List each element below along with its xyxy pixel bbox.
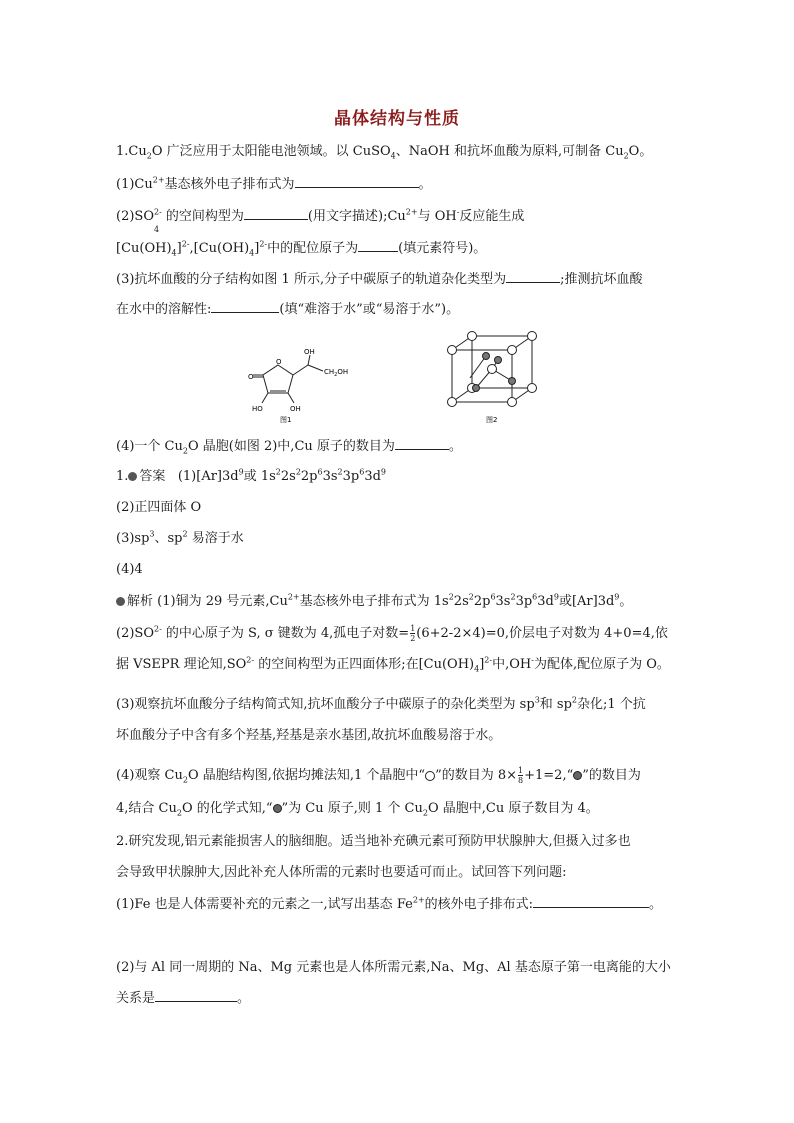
page-title: 晶体结构与性质	[334, 109, 460, 129]
q2-stem-line1: 2.研究发现,铝元素能损害人的脑细胞。适当地补充碘元素可预防甲状腺肿大,但摄入过多也	[116, 834, 631, 849]
oh-label: OH	[304, 348, 315, 356]
explain1-line4: (3)观察抗坏血酸分子结构简式知,抗坏血酸分子中碳原子的杂化类型为 $sp^3$和 $sp^2$杂化;1 个抗	[116, 695, 646, 712]
q1-part1: $(1)Cu^{2+}$基态核外电子排布式为 。	[116, 175, 432, 192]
filled-circle-icon	[273, 804, 282, 813]
answer-blank[interactable]	[533, 895, 649, 908]
answer1-line4: (4)4	[116, 562, 143, 577]
q2-part2-line2: 关系是 。	[116, 991, 251, 1006]
q2-stem-line2: 会导致甲状腺肿大,因此补充人体所需的元素时也要适可而止。试回答下列问题:	[116, 865, 567, 880]
answer-blank[interactable]	[244, 207, 308, 220]
carbonyl-oxygen-label: O	[248, 373, 254, 381]
open-circle-icon	[425, 771, 435, 781]
q1-part3: (3)抗坏血酸的分子结构如图 1 所示,分子中碳原子的轨道杂化类型为 ;推测抗坏血酸	[116, 272, 643, 287]
answer1-line2: (2)正四面体 O	[116, 500, 202, 515]
answer-blank[interactable]	[295, 175, 419, 188]
answer1-line3: $(3)sp^3$、$sp^2$ 易溶于水	[116, 529, 244, 546]
filled-circle-icon	[573, 771, 582, 780]
answer-blank[interactable]	[211, 300, 279, 313]
figure2-caption: 图2	[486, 416, 498, 424]
answer-blank[interactable]	[155, 989, 237, 1002]
q1-part3-line2: 在水中的溶解性: (填“难溶于水”或“易溶于水”)。	[116, 302, 460, 317]
fraction-eighth: $\frac{1}{8}$	[518, 766, 524, 785]
explain1-line3: 据 VSEPR 理论知$,SO^{2-}$ 的空间构型为正四面体形;在$[Cu(OH)_4]^{2-}$中,OH-为配体,配位原子为 O。	[116, 655, 670, 674]
answer-marker-icon	[128, 472, 137, 481]
q2-part1: (1)Fe 也是人体需要补充的元素之一,试写出基态 $Fe^{2+}$的核外电子排布式: 。	[116, 895, 663, 912]
answer-blank[interactable]	[395, 437, 449, 450]
figure1-caption: 图1	[280, 416, 292, 424]
fraction-half: $\frac{1}{2}$	[410, 624, 416, 643]
q2-part2: (2)与 Al 同一周期的 Na、Mg 元素也是人体所需元素,Na、Mg、Al 基态原子第一电离能的大小	[116, 960, 671, 975]
ch2oh-label: $CH_2OH$	[324, 368, 349, 378]
explain1-line2: $(2)SO^{2-}$ 的中心原子为 S, σ 键数为 4,孤电子对数= $\frac{1}{2}$ (6+2-2×4)=0,价层电子对数为 4+0=4,依	[116, 624, 668, 643]
explain1-line7: 4,结合 $Cu_2O$ 的化学式知,“ ”为 Cu 原子,则 1 个 $Cu_2O$ 晶胞中,Cu 原子数目为 4。	[116, 801, 599, 818]
figure-ascorbic-acid	[248, 345, 368, 425]
explain1-line5: 坏血酸分子中含有多个羟基,羟基是亲水基团,故抗坏血酸易溶于水。	[116, 728, 502, 743]
q1-part2: $(2)SO^{2-}$ 4 的空间构型为 (用文字描述)$;Cu^{2+}$与 OH-反应能生成	[116, 207, 525, 234]
ring-oxygen-label: O	[276, 358, 282, 366]
answer-blank[interactable]	[506, 270, 560, 283]
ho-label: HO	[252, 405, 263, 413]
q1-part2-line2: $[Cu(OH)_4]^{2-},[Cu(OH)_4]^{2-}$中的配位原子为 (填元素符号)。	[116, 239, 487, 258]
q1-part4: (4)一个 $Cu_2O$ 晶胞(如图 2)中,Cu 原子的数目为 。	[116, 439, 462, 456]
explain1-line1: 解析 (1)铜为 29 号元素$,Cu^{2+}$基态核外电子排布式为 $1s^22s^22p^63s^23p^63d^9$或$[Ar]3d^9$。	[116, 592, 686, 612]
explanation-marker-icon	[116, 597, 125, 606]
oh-label-2: OH	[290, 405, 301, 413]
answer1-line1: 1. 答案 $(1)[Ar]3d^9$或 $1s^22s^22p^63s^23p^63d^9$	[116, 467, 387, 484]
q1-stem: $1.Cu_2O$ 广泛应用于太阳能电池领域。以 CuSO$_4$、NaOH 和抗坏血酸为原料,可制备 $Cu_2O$。	[116, 144, 653, 161]
explain1-line6: (4)观察 $Cu_2O$ 晶胞结构图,依据均摊法知,1 个晶胞中“ ”的数目为 8× $\frac{1}{8}$ +1=2,“ ”的数目为	[116, 766, 641, 785]
answer-blank[interactable]	[358, 239, 398, 252]
figure-cu2o-unit-cell	[442, 330, 552, 426]
